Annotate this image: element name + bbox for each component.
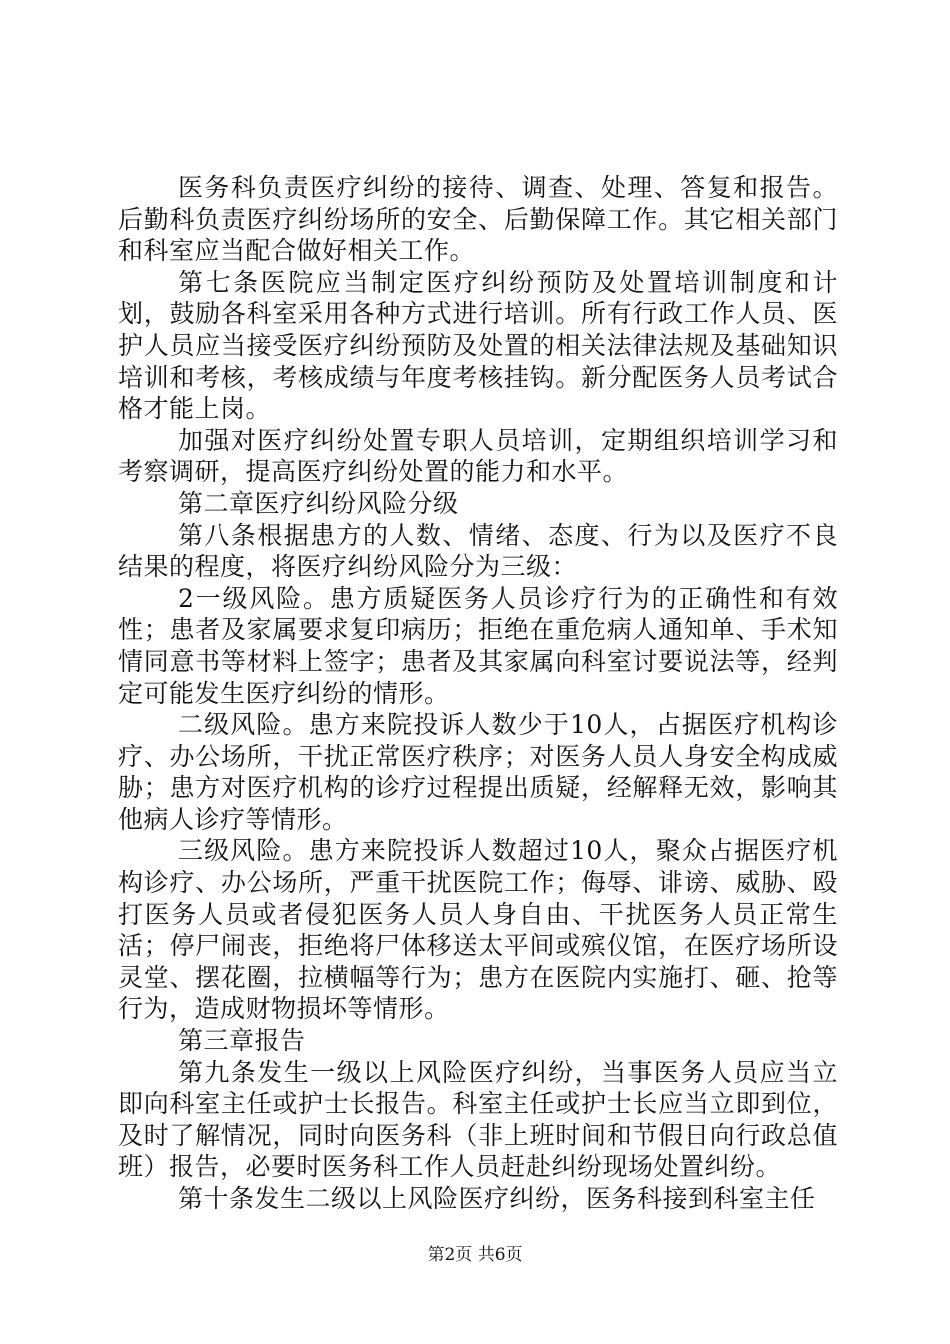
paragraph-2: 第七条医院应当制定医疗纠纷预防及处置培训制度和计划，鼓励各科室采用各种方式进行培训。所有行政工作人员、医护人员应当接受医疗纠纷预防及处置的相关法律法规及基础知识培训和考核，考核成绩与年度考核挂钩。新分配医务人员考试合格才能上岗。	[118, 267, 838, 424]
paragraph-level-2-risk: 二级风险。患方来院投诉人数少于10人，占据医疗机构诊疗、办公场所，干扰正常医疗秩序；对医务人员人身安全构成威胁；患方对医疗机构的诊疗过程提出质疑，经解释无效，影响其他病人诊疗等情形。	[118, 710, 838, 834]
paragraph-level-3-risk: 三级风险。患方来院投诉人数超过10人，聚众占据医疗机构诊疗、办公场所，严重干扰医院工作；侮辱、诽谤、威胁、殴打医务人员或者侵犯医务人员人身自由、干扰医务人员正常生活；停尸闹丧，拒绝将尸体移送太平间或殡仪馆，在医疗场所设灵堂、摆花圈，拉横幅等行为；患方在医院内实施打、砸、抢等行为，造成财物损坏等情形。	[118, 836, 838, 1024]
page-footer	[0, 1244, 950, 1266]
chapter-heading-3: 第三章报告	[178, 1026, 306, 1056]
paragraph-level-1-risk: 2一级风险。患方质疑医务人员诊疗行为的正确性和有效性；患者及家属要求复印病历；拒绝在重危病人通知单、手术知情同意书等材料上签字；患者及其家属向科室讨要说法等，经判定可能发生医疗纠纷的情形。	[118, 583, 838, 708]
page-number: 第2页 共6页	[427, 1245, 523, 1265]
document-body	[118, 172, 838, 1215]
chapter-heading-2: 第二章医疗纠纷风险分级	[178, 488, 459, 518]
paragraph-3: 加强对医疗纠纷处置专职人员培训，定期组织培训学习和考察调研，提高医疗纠纷处置的能力和水平。	[118, 425, 838, 487]
paragraph-article-10: 第十条发生二级以上风险医疗纠纷，医务科接到科室主任	[178, 1184, 816, 1213]
paragraph-article-8: 第八条根据患方的人数、情绪、态度、行为以及医疗不良结果的程度，将医疗纠纷风险分为三级：	[118, 520, 838, 582]
paragraph-1: 医务科负责医疗纠纷的接待、调查、处理、答复和报告。后勤科负责医疗纠纷场所的安全、后勤保障工作。其它相关部门和科室应当配合做好相关工作。	[118, 173, 838, 266]
paragraph-article-9: 第九条发生一级以上风险医疗纠纷，当事医务人员应当立即向科室主任或护士长报告。科室主任或护士长应当立即到位，及时了解情况，同时向医务科（非上班时间和节假日向行政总值班）报告，必要时医务科工作人员赶赴纠纷现场处置纠纷。	[118, 1057, 838, 1182]
